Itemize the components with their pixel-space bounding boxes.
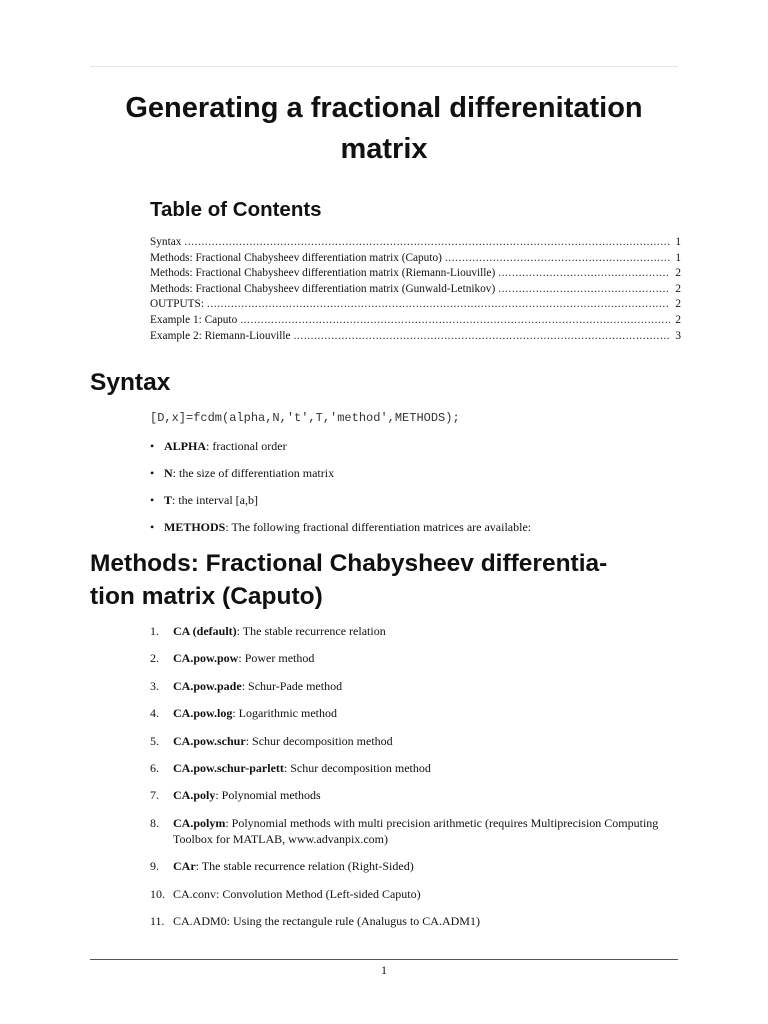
argument-description: : fractional order — [206, 439, 287, 453]
toc-entry-page: 1 — [675, 236, 681, 248]
toc-entry-label: Methods: Fractional Chabysheev differentiation matrix (Gunwald-Letnikov) — [150, 282, 496, 295]
method-description: : Power method — [238, 651, 315, 666]
toc-entry-label: Syntax — [150, 236, 182, 248]
item-number: 7. — [150, 788, 159, 803]
item-number: 5. — [150, 733, 159, 748]
argument-term: N — [164, 466, 173, 480]
method-term: CA.pow.pade — [173, 678, 242, 693]
method-term: CA.poly — [173, 788, 216, 803]
list-item — [150, 858, 680, 874]
toc-entry[interactable] — [150, 251, 681, 267]
argument-term: ALPHA — [164, 439, 206, 453]
toc-entry[interactable] — [150, 329, 681, 345]
method-description: : Polynomial methods with multi precision arithmetic (requires Multiprecision Computing Toolbox for MATLAB, www.advanpix.com) — [173, 815, 659, 846]
method-term: CA.pow.schur-parlett — [173, 760, 284, 775]
toc-entry-label: Methods: Fractional Chabysheev differentiation matrix (Riemann-Liouville) — [150, 267, 496, 280]
method-description: : Schur decomposition method — [283, 760, 431, 775]
method-description: : Schur decomposition method — [245, 733, 393, 748]
methods-list — [150, 623, 680, 940]
item-number: 8. — [150, 815, 159, 830]
item-number: 6. — [150, 760, 159, 775]
argument-list — [150, 438, 680, 546]
bullet-icon: • — [150, 493, 155, 507]
bullet-icon: • — [150, 439, 155, 453]
item-number: 1. — [150, 624, 159, 638]
list-item — [150, 787, 680, 803]
page-number: 1 — [381, 963, 387, 977]
method-description: : Logarithmic method — [232, 706, 337, 721]
method-term: CA.pow.schur — [173, 733, 246, 748]
toc-leader-dots — [294, 329, 670, 345]
toc-leader-dots — [445, 251, 670, 267]
list-item — [150, 815, 680, 847]
methods-heading-line2: tion matrix (Caputo) — [90, 583, 323, 610]
list-item — [150, 650, 680, 666]
argument-term: METHODS — [164, 520, 226, 534]
toc-entry-page: 2 — [675, 313, 681, 326]
method-term: CA (default) — [173, 624, 237, 638]
list-item — [150, 678, 680, 694]
toc-heading: Table of Contents — [150, 198, 322, 221]
list-item — [150, 519, 680, 546]
item-number: 11. — [150, 913, 165, 928]
list-item — [150, 438, 680, 465]
list-item — [150, 465, 680, 492]
toc-entry[interactable] — [150, 297, 681, 313]
toc-entry-page: 2 — [675, 282, 681, 295]
toc-entry-page: 3 — [675, 329, 681, 342]
argument-term: T — [164, 493, 173, 507]
syntax-heading: Syntax — [90, 369, 171, 396]
method-term: CAr — [173, 859, 196, 874]
list-item — [150, 733, 680, 749]
method-description: : Polynomial methods — [215, 788, 321, 803]
toc-leader-dots — [207, 297, 670, 313]
item-number: 4. — [150, 706, 159, 721]
item-number: 10. — [150, 886, 165, 901]
toc-entry-page: 2 — [675, 267, 681, 280]
bullet-icon: • — [150, 520, 155, 534]
toc-entry-label: Example 1: Caputo — [150, 313, 238, 326]
method-term: CA.pow.pow — [173, 651, 239, 666]
method-description: : The stable recurrence relation — [236, 624, 386, 638]
method-description: : Schur-Pade method — [241, 678, 343, 693]
syntax-code: [D,x]=fcdm(alpha,N,'t',T,'method',METHODS); — [150, 411, 460, 425]
table-of-contents — [150, 235, 681, 344]
methods-heading — [90, 547, 680, 613]
method-description: CA.ADM0: Using the rectangule rule (Analugus to CA.ADM1) — [173, 913, 480, 928]
list-item — [150, 760, 680, 776]
list-item — [150, 623, 680, 639]
header-rule — [90, 66, 678, 67]
argument-description: : the interval [a,b] — [172, 493, 258, 507]
toc-leader-dots — [498, 282, 670, 298]
method-term: CA.polym — [173, 815, 226, 830]
toc-entry-page: 2 — [675, 298, 681, 311]
list-item — [150, 886, 680, 902]
document-title: Generating a fractional differenitation matrix — [125, 92, 643, 165]
argument-description: : The following fractional differentiation matrices are available: — [225, 520, 532, 534]
list-item — [150, 913, 680, 929]
toc-entry-label: OUTPUTS: — [150, 298, 204, 311]
list-item — [150, 705, 680, 721]
toc-entry-label: Methods: Fractional Chabysheev differentiation matrix (Caputo) — [150, 251, 442, 264]
toc-leader-dots — [184, 235, 670, 251]
methods-heading-line1: Methods: Fractional Chabysheev differentia- — [90, 550, 608, 577]
method-description: CA.conv: Convolution Method (Left-sided Caputo) — [173, 886, 421, 901]
toc-entry[interactable] — [150, 266, 681, 282]
list-item — [150, 492, 680, 519]
bullet-icon: • — [150, 466, 155, 480]
footer-rule — [90, 959, 678, 960]
method-description: : The stable recurrence relation (Right-Sided) — [195, 859, 414, 874]
item-number: 2. — [150, 651, 159, 666]
toc-leader-dots — [498, 266, 670, 282]
argument-description: : the size of differentiation matrix — [172, 466, 335, 480]
item-number: 9. — [150, 859, 159, 874]
toc-entry[interactable] — [150, 313, 681, 329]
toc-entry[interactable] — [150, 282, 681, 298]
toc-entry-label: Example 2: Riemann-Liouville — [150, 329, 291, 342]
toc-entry-page: 1 — [675, 251, 681, 264]
item-number: 3. — [150, 678, 159, 693]
toc-leader-dots — [240, 313, 670, 329]
method-term: CA.pow.log — [173, 706, 233, 721]
toc-entry[interactable] — [150, 235, 681, 251]
